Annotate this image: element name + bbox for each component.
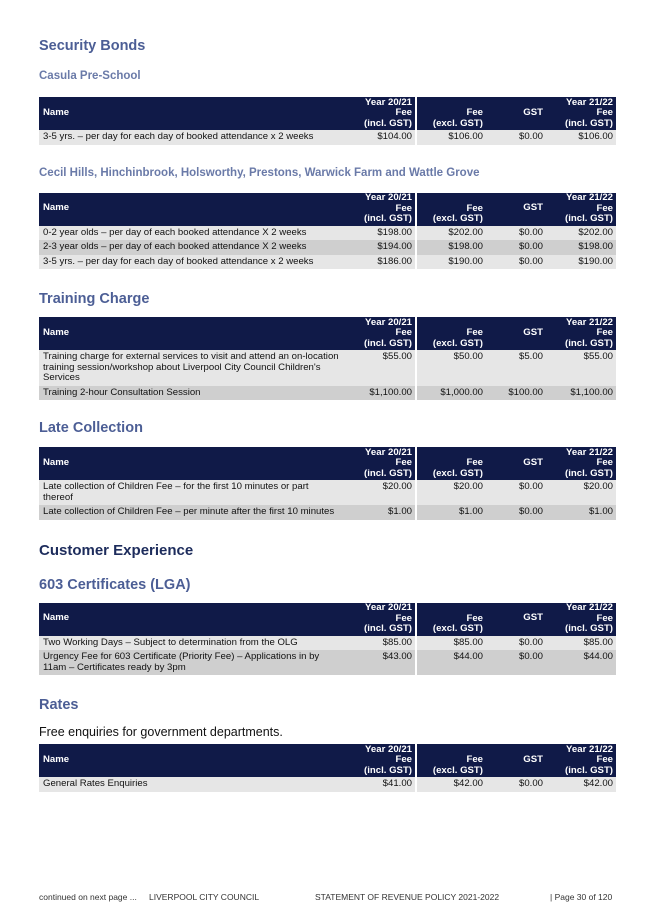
cell-gst: $0.00	[486, 505, 546, 520]
col-header-fee-excl-line: (excl. GST)	[432, 764, 483, 776]
cell-fee-excl-gst: $106.00	[416, 130, 486, 145]
table-row	[39, 650, 616, 675]
cell-name: 0-2 year olds – per day of each booked attendance X 2 weeks	[39, 226, 344, 241]
col-header-year-2122-line: Fee	[596, 327, 613, 338]
col-header-year-2122	[546, 193, 616, 226]
section-title-security-bonds: Security Bonds	[39, 38, 146, 54]
cell-fee-2021: $43.00	[344, 650, 416, 675]
col-header-year-2122-line: Year 21/22	[566, 192, 613, 203]
col-header-fee-excl-line: (excl. GST)	[432, 623, 483, 634]
section-title-training: Training Charge	[39, 291, 150, 307]
col-header-name-line: Name	[43, 612, 70, 624]
fee-table	[39, 744, 617, 792]
col-header-name	[39, 603, 344, 636]
fee-table	[39, 317, 617, 400]
table-header-row	[39, 193, 616, 226]
col-header-fee-excl	[416, 317, 486, 350]
section-title-late-collection: Late Collection	[39, 420, 143, 436]
col-header-year-2122	[546, 447, 616, 480]
col-header-gst-line: GST	[523, 326, 543, 338]
col-header-name-line: Name	[43, 106, 70, 118]
col-header-name	[39, 193, 344, 226]
cell-fee-excl-gst: $42.00	[416, 777, 486, 792]
col-header-year-2021-line: Year 20/21	[365, 602, 412, 613]
col-header-fee-excl	[416, 447, 486, 480]
col-header-name-line: Name	[43, 202, 70, 214]
table-row	[39, 480, 616, 505]
col-header-gst-line: GST	[523, 612, 543, 624]
col-header-year-2122-line: Year 21/22	[566, 602, 613, 613]
cell-gst: $0.00	[486, 636, 546, 651]
section-title-603-certificates: 603 Certificates (LGA)	[39, 576, 191, 593]
cell-gst: $0.00	[486, 240, 546, 255]
col-header-fee-excl-line: Fee	[466, 612, 483, 624]
cell-gst: $0.00	[486, 130, 546, 145]
col-header-year-2021	[344, 317, 416, 350]
cell-fee-2122: $55.00	[546, 350, 616, 386]
col-header-name-line: Name	[43, 326, 70, 338]
cell-fee-excl-gst: $1,000.00	[416, 386, 486, 401]
cell-fee-excl-gst: $85.00	[416, 636, 486, 651]
col-header-year-2122-line: (incl. GST)	[565, 213, 613, 224]
cell-fee-2122: $106.00	[546, 130, 616, 145]
cell-fee-2122: $44.00	[546, 650, 616, 675]
fee-table	[39, 603, 617, 676]
col-header-year-2021-line: (incl. GST)	[364, 764, 412, 776]
col-header-fee-excl-line: (excl. GST)	[432, 213, 483, 224]
col-header-fee-excl-line: Fee	[466, 327, 483, 338]
col-header-year-2021-line: Year 20/21	[365, 192, 412, 203]
col-header-fee-excl	[416, 744, 486, 777]
cell-fee-excl-gst: $20.00	[416, 480, 486, 505]
col-header-year-2122	[546, 317, 616, 350]
col-header-name	[39, 744, 344, 777]
footer-council: LIVERPOOL CITY COUNCIL	[149, 892, 260, 902]
page-content	[39, 30, 616, 792]
col-header-year-2021-line: Fee	[395, 754, 412, 765]
cell-name: 3-5 yrs. – per day for each day of booked attendance x 2 weeks	[39, 130, 344, 145]
col-header-fee-excl	[416, 97, 486, 130]
table-header-row	[39, 317, 616, 350]
col-header-gst	[486, 603, 546, 636]
col-header-gst-line: GST	[523, 202, 543, 214]
col-header-year-2122-line: Fee	[596, 612, 613, 624]
col-header-year-2122-line: (incl. GST)	[565, 764, 613, 776]
col-header-year-2122-line: Year 21/22	[566, 743, 613, 755]
col-header-gst	[486, 447, 546, 480]
col-header-year-2021	[344, 744, 416, 777]
section-title-rates: Rates	[39, 697, 79, 713]
col-header-year-2122	[546, 603, 616, 636]
col-header-name-line: Name	[43, 753, 70, 765]
cell-fee-2122: $190.00	[546, 255, 616, 270]
cell-fee-2122: $202.00	[546, 226, 616, 241]
cell-gst: $0.00	[486, 255, 546, 270]
cell-name: Late collection of Children Fee – for the first 10 minutes or part thereof	[39, 480, 344, 505]
cell-fee-excl-gst: $202.00	[416, 226, 486, 241]
cell-fee-2122: $20.00	[546, 480, 616, 505]
cell-name: Training charge for external services to visit and attend an on-location training session/workshop about Liverpool City Council Children's Services	[39, 350, 344, 386]
cell-fee-2122: $1.00	[546, 505, 616, 520]
col-header-fee-excl-line: (excl. GST)	[432, 337, 483, 349]
table-row	[39, 350, 616, 386]
col-header-year-2122-line: (incl. GST)	[565, 623, 613, 634]
cell-fee-2021: $1,100.00	[344, 386, 416, 401]
cell-fee-2021: $186.00	[344, 255, 416, 270]
col-header-year-2021	[344, 603, 416, 636]
cell-fee-2021: $194.00	[344, 240, 416, 255]
col-header-gst-line: GST	[523, 456, 543, 468]
col-header-fee-excl-line: (excl. GST)	[432, 117, 483, 129]
table-row	[39, 636, 616, 651]
table-header-row	[39, 447, 616, 480]
subsection-title-casula: Casula Pre-School	[39, 70, 141, 82]
col-header-fee-excl-line: Fee	[466, 107, 483, 118]
table-row	[39, 255, 616, 270]
cell-fee-2122: $198.00	[546, 240, 616, 255]
col-header-gst	[486, 744, 546, 777]
fee-table	[39, 193, 617, 270]
col-header-year-2122-line: (incl. GST)	[565, 117, 613, 129]
cell-gst: $0.00	[486, 226, 546, 241]
col-header-year-2021-line: Fee	[395, 327, 412, 338]
cell-fee-2021: $85.00	[344, 636, 416, 651]
col-header-year-2021-line: Year 20/21	[365, 316, 412, 328]
cell-name: Training 2-hour Consultation Session	[39, 386, 344, 401]
col-header-gst	[486, 97, 546, 130]
col-header-year-2021-line: (incl. GST)	[364, 213, 412, 224]
col-header-year-2021	[344, 447, 416, 480]
cell-gst: $0.00	[486, 650, 546, 675]
rates-note: Free enquiries for government departments.	[39, 725, 283, 739]
col-header-gst-line: GST	[523, 106, 543, 118]
col-header-fee-excl-line: Fee	[466, 202, 483, 214]
col-header-year-2122-line: Fee	[596, 202, 613, 214]
table-row	[39, 505, 616, 520]
col-header-year-2021-line: (incl. GST)	[364, 337, 412, 349]
cell-fee-excl-gst: $1.00	[416, 505, 486, 520]
cell-fee-2122: $42.00	[546, 777, 616, 792]
col-header-name-line: Name	[43, 456, 70, 468]
cell-fee-excl-gst: $44.00	[416, 650, 486, 675]
col-header-year-2122-line: Fee	[596, 107, 613, 118]
cell-fee-2122: $1,100.00	[546, 386, 616, 401]
footer-page-number: | Page 30 of 120	[550, 892, 613, 902]
col-header-year-2021-line: Fee	[395, 107, 412, 118]
col-header-year-2021	[344, 193, 416, 226]
cell-name: Late collection of Children Fee – per minute after the first 10 minutes	[39, 505, 344, 520]
table-header-row	[39, 603, 616, 636]
col-header-year-2021	[344, 97, 416, 130]
cell-gst: $0.00	[486, 480, 546, 505]
col-header-year-2021-line: Fee	[395, 202, 412, 214]
cell-name: 2-3 year olds – per day of each booked attendance X 2 weeks	[39, 240, 344, 255]
table-row	[39, 386, 616, 401]
table-row	[39, 130, 616, 145]
col-header-year-2021-line: Fee	[395, 457, 412, 468]
col-header-year-2021-line: Fee	[395, 612, 412, 624]
col-header-fee-excl-line: Fee	[466, 754, 483, 765]
col-header-gst	[486, 193, 546, 226]
footer-statement: STATEMENT OF REVENUE POLICY 2021-2022	[315, 892, 500, 902]
table-row	[39, 777, 616, 792]
cell-gst: $5.00	[486, 350, 546, 386]
col-header-name	[39, 317, 344, 350]
col-header-year-2122-line: Year 21/22	[566, 96, 613, 108]
section-title-customer-experience: Customer Experience	[39, 541, 194, 559]
col-header-year-2122-line: Fee	[596, 457, 613, 468]
col-header-year-2021-line: (incl. GST)	[364, 117, 412, 129]
cell-gst: $0.00	[486, 777, 546, 792]
cell-fee-2122: $85.00	[546, 636, 616, 651]
col-header-year-2122-line: Year 21/22	[566, 446, 613, 458]
cell-fee-2021: $104.00	[344, 130, 416, 145]
col-header-fee-excl-line: (excl. GST)	[432, 467, 483, 479]
col-header-year-2021-line: (incl. GST)	[364, 467, 412, 479]
col-header-name	[39, 447, 344, 480]
cell-name: Urgency Fee for 603 Certificate (Priority Fee) – Applications in by 11am – Certificates ready by 3pm	[39, 650, 344, 675]
col-header-year-2021-line: Year 20/21	[365, 96, 412, 108]
cell-fee-excl-gst: $190.00	[416, 255, 486, 270]
footer-continued: continued on next page ...	[39, 892, 137, 902]
cell-name: Two Working Days – Subject to determination from the OLG	[39, 636, 344, 651]
cell-fee-2021: $198.00	[344, 226, 416, 241]
subsection-title-cecil-hills: Cecil Hills, Hinchinbrook, Holsworthy, Prestons, Warwick Farm and Wattle Grove	[39, 166, 480, 179]
cell-fee-excl-gst: $198.00	[416, 240, 486, 255]
col-header-year-2122-line: (incl. GST)	[565, 337, 613, 349]
cell-fee-2021: $55.00	[344, 350, 416, 386]
cell-name: General Rates Enquiries	[39, 777, 344, 792]
cell-name: 3-5 yrs. – per day for each day of booked attendance x 2 weeks	[39, 255, 344, 270]
col-header-year-2122	[546, 97, 616, 130]
col-header-year-2021-line: Year 20/21	[365, 743, 412, 755]
cell-fee-excl-gst: $50.00	[416, 350, 486, 386]
table-row	[39, 240, 616, 255]
table-header-row	[39, 744, 616, 777]
col-header-fee-excl	[416, 193, 486, 226]
col-header-fee-excl	[416, 603, 486, 636]
table-header-row	[39, 97, 616, 130]
table-row	[39, 226, 616, 241]
col-header-gst	[486, 317, 546, 350]
cell-gst: $100.00	[486, 386, 546, 401]
cell-fee-2021: $41.00	[344, 777, 416, 792]
cell-fee-2021: $20.00	[344, 480, 416, 505]
col-header-gst-line: GST	[523, 753, 543, 765]
col-header-year-2122	[546, 744, 616, 777]
col-header-year-2122-line: Year 21/22	[566, 316, 613, 328]
col-header-fee-excl-line: Fee	[466, 457, 483, 468]
col-header-year-2122-line: (incl. GST)	[565, 467, 613, 479]
col-header-year-2021-line: (incl. GST)	[364, 623, 412, 634]
fee-table	[39, 97, 617, 145]
col-header-year-2122-line: Fee	[596, 754, 613, 765]
cell-fee-2021: $1.00	[344, 505, 416, 520]
col-header-year-2021-line: Year 20/21	[365, 446, 412, 458]
fee-table	[39, 447, 617, 520]
col-header-name	[39, 97, 344, 130]
